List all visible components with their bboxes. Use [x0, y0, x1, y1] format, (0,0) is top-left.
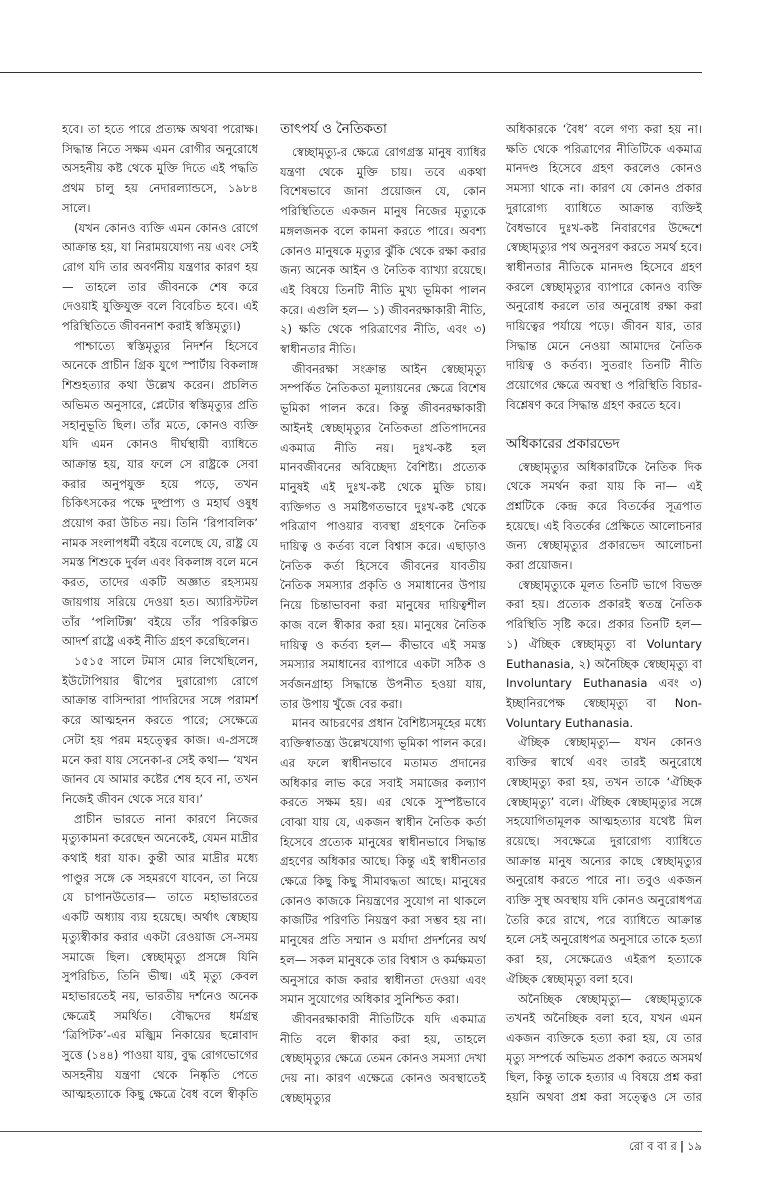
page-number: ১৯ [687, 1139, 702, 1153]
paragraph: জীবনরক্ষা সংক্রান্ত আইন স্বেচ্ছামৃত্যু সম্পর্কিত নৈতিকতা মূল্যায়নের ক্ষেত্রে বিশেষ ভূমিকা পালন করে। কিন্তু জীবনরক্ষাকারী আইনই স্বেচ্ছামৃত্যুর নৈতিকতা প্রতিপাদনের একমাত্র নীতি নয়। দুঃখ-কষ্ট হল মানবজীবনের অবিচ্ছেদ্য বৈশিষ্ট্য। প্রত্যেক মানুষই এই দুঃখ-কষ্ট থেকে মুক্তি চায়। ব্যক্তিগত ও সমষ্টিগতভাবে দুঃখ-কষ্ট থেকে পরিত্রাণ পাওয়ার ব্যবস্থা গ্রহণকে নৈতিক দায়িত্ব ও কর্তব্য বলে বিশ্বাস করে। এছাড়াও নৈতিক কর্তা হিসেবে জীবনের যাবতীয় নৈতিক সমস্যার প্রকৃতি ও সমাধানের উপায় নিয়ে চিন্তাভাবনা করা মানুষের দায়িত্বশীল কাজ বলে স্বীকার করা হয়। মানুষের নৈতিক দায়িত্ব ও কর্তব্য হল— কীভাবে এই সমস্ত সমস্যার সমাধানের ব্যাপারে একটা সঠিক ও সর্বজনগ্রাহ্য সিদ্ধান্তে উপনীত হওয়া যায়, তার উপায় খুঁজে বের করা। [280, 361, 486, 711]
top-rule [0, 72, 702, 73]
page-footer [629, 1138, 702, 1157]
paragraph: (যখন কোনও ব্যক্তি এমন কোনও রোগে আক্রান্ত হয়, যা নিরাময়যোগ্য নয় এবং সেই রোগ যদি তার অবর্ণনীয় যন্ত্রণার কারণ হয়— তাহলে তার জীবনকে শেষ করে দেওয়াই যুক্তিযুক্ত বলে বিবেচিত হবে। এই পরিস্থিতিতে জীবননাশ করাই স্বস্তিমৃত্যু।) [62, 220, 258, 334]
paragraph: অধিকারকে ‘বৈধ’ বলে গণ্য করা হয় না। ক্ষতি থেকে পরিত্রাণের নীতিটিকে একমাত্র মানদণ্ড হিসেবে গ্রহণ করলেও কোনও সমস্যা থাকে না। কারণ যে কোনও প্রকার দুরারোগ্য ব্যাধিতে আক্রান্ত ব্যক্তিই বৈধভাবে দুঃখ-কষ্ট নিবারণের উদ্দেশে স্বেচ্ছামৃত্যুর পথ অনুসরণ করতে সমর্থ হবে। স্বাধীনতার নীতিকে মানদণ্ড হিসেবে গ্রহণ করলে স্বেচ্ছামৃত্যুর ব্যাপারে কোনও ব্যক্তি অনুরোধ করলে তার অনুরোধ রক্ষা করা দায়িত্বের পর্যায়ে পড়ে। জীবন যার, তার সিদ্ধান্ত মেনে নেওয়া আমাদের নৈতিক দায়িত্ব ও কর্তব্য। সুতরাং তিনটি নীতি প্রয়োগের ক্ষেত্রে অবস্থা ও পরিস্থিতি বিচার-বিশ্লেষণ করে সিদ্ধান্ত গ্রহণ করতে হবে। [506, 122, 702, 412]
paragraph: স্বেচ্ছামৃত্যুর অধিকারটিকে নৈতিক দিক থেকে সমর্থন করা যায় কি না— এই প্রশ্নটিকে কেন্দ্র করে বিতর্কের সূত্রপাত হয়েছে। এই বিতর্কের প্রেক্ষিতে আলোচনার জন্য স্বেচ্ছামৃত্যুর প্রকারভেদ আলোচনা করা প্রয়োজন। [506, 459, 702, 573]
magazine-name: রো ব বা র [629, 1139, 677, 1153]
bottom-rule [0, 1131, 702, 1132]
section-heading-significance: তাৎপর্য ও নৈতিকতা [280, 122, 387, 137]
paragraph: স্বেচ্ছামৃত্যু-র ক্ষেত্রে রোগগ্রস্ত মানুষ ব্যাধির যন্ত্রণা থেকে মুক্তি চায়। তবে একথা বিশেষভাবে জানা প্রয়োজন যে, কোন পরিস্থিতিতে একজন মানুষ নিজের মৃত্যুকে মঙ্গলজনক বলে কামনা করতে পারে। অবশ্য কোনও মানুষকে মৃত্যুর ঝুঁকি থেকে রক্ষা করার জন্য অনেক আইন ও নৈতিক ব্যাখ্যা রয়েছে। এই বিষয়ে তিনটি নীতি মুখ্য ভূমিকা পালন করে। এগুলি হল— ১) জীবনরক্ষাকারী নীতি, ২) ক্ষতি থেকে পরিত্রাণের নীতি, এবং ৩) স্বাধীনতার নীতি। [280, 145, 486, 357]
paragraph: হবে। তা হতে পারে প্রত্যক্ষ অথবা পরোক্ষ। সিদ্ধান্ত নিতে সক্ষম এমন রোগীর অনুরোধে অসহনীয় কষ্ট থেকে মুক্তি দিতে এই পদ্ধতি প্রথম চালু হয় নেদারল্যান্ডসে, ১৯৮৪ সালে। [62, 122, 258, 215]
column-2 [280, 120, 486, 1107]
footer-separator: | [679, 1139, 685, 1153]
paragraph: প্রাচীন ভারতে নানা কারণে নিজের মৃত্যুকামনা করেছেন অনেকেই, যেমন মাদ্রীর কথাই ধরা যাক। কুন্তী আর মাদ্রীর মধ্যে পাণ্ডুর সঙ্গে কে সহমরণে যাবেন, তা নিয়ে যে চাপানউতোর— তাতে মহাভারতের একটি অধ্যায় ব্যয় হয়েছে। অর্থাৎ স্বেচ্ছায় মৃত্যুস্বীকার করার একটা রেওয়াজ সে-সময় সমাজে ছিল। স্বেচ্ছামৃত্যু প্রসঙ্গে যিনি সুপরিচিত, তিনি ভীষ্ম। এই মৃত্যু কেবল মহাভারতেই নয়, ভারতীয় দর্শনেও অনেক ক্ষেত্রেই সমর্থিত। বৌদ্ধদের ধর্মগ্রন্থ ‘ত্রিপিটক’-এর মজ্ঝিম নিকায়ের ছন্নোবাদ সুত্তে (১৪৪) পাওয়া যায়, বুদ্ধ রোগভোগের অসহনীয় যন্ত্রণা থেকে নিষ্কৃতি পেতে আত্মহত্যাকে কিছু ক্ষেত্রে বৈধ বলে স্বীকৃতি [62, 811, 258, 1102]
paragraph: পাশ্চাত্যে স্বস্তিমৃত্যুর নিদর্শন হিসেবে অনেকে প্রাচীন গ্রিক যুগে স্পার্টায় বিকলাঙ্গ শিশুহত্যার কথা উল্লেখ করেন। প্রচলিত অভিমত অনুসারে, প্লেটোর স্বস্তিমৃত্যুর প্রতি সহানুভূতি ছিল। তাঁর মতে, কোনও ব্যক্তি যদি এমন কোনও দীর্ঘস্থায়ী ব্যাধিতে আক্রান্ত হয়, যার ফলে সে রাষ্ট্রকে সেবা করার অনুপযুক্ত হয়ে পড়ে, তখন চিকিৎসকের পক্ষে দুষ্প্রাপ্য ও মহার্ঘ ওষুধ প্রয়োগ করা উচিত নয়। তিনি ‘রিপাবলিক’ নামক সংলাপধর্মী বইয়ে বলেছে যে, রাষ্ট্র যে সমস্ত শিশুকে দুর্বল এবং বিকলাঙ্গ বলে মনে করত, তাদের একটি অজ্ঞাত রহস্যময় জায়গায় সরিয়ে দেওয়া হত। অ্যারিস্টটল তাঁর ‘পলিটিক্স’ বইয়ে তাঁর পরিকল্পিত আদর্শ রাষ্ট্রে একই নীতি গ্রহণ করেছিলেন। [62, 338, 258, 649]
paragraph: ১৫১৫ সালে টমাস মোর লিখেছিলেন, ইউটোপিয়ার দ্বীপের দুরারোগ্য রোগে আক্রান্ত বাসিন্দারা পাদরিদের সঙ্গে পরামর্শ করে আত্মহনন করতে পারে; সেক্ষেত্রে সেটা হয় পরম মহত্ত্বের কাজ। এ-প্রসঙ্গে মনে করা যায় সেনেকা-র সেই কথা— ‘যখন জানব যে আমার কষ্টের শেষ হবে না, তখন নিজেই জীবন থেকে সরে যাব।’ [62, 653, 258, 806]
paragraph: স্বেচ্ছামৃত্যুকে মূলত তিনটি ভাগে বিভক্ত করা হয়। প্রত্যেক প্রকারই স্বতন্ত্র নৈতিক পরিস্থিতি সৃষ্টি করে। প্রকার তিনটি হল— ১) ঐচ্ছিক স্বেচ্ছামৃত্যু বা Voluntary Euthanasia, ২) অনৈচ্ছিক স্বেচ্ছামৃত্যু বা Involuntary Euthanasia এবং ৩) ইচ্ছানিরপেক্ষ স্বেচ্ছামৃত্যু বা Non-Voluntary Euthanasia. [506, 577, 702, 730]
paragraph: মানব আচরণের প্রধান বৈশিষ্ট্যসমূহের মধ্যে ব্যক্তিস্বাতন্ত্র্য উল্লেখযোগ্য ভূমিকা পালন করে। এর ফলে স্বাধীনভাবে মতামত প্রদানের অধিকার লাভ করে সবাই সমাজের কল্যাণ করতে সক্ষম হয়। এর থেকে সুস্পষ্টভাবে বোঝা যায় যে, একজন স্বাধীন নৈতিক কর্তা হিসেবে প্রত্যেক মানুষের স্বাধীনভাবে সিদ্ধান্ত গ্রহণের অধিকার আছে। কিন্তু এই স্বাধীনতার ক্ষেত্রে কিছু কিছু সীমাবদ্ধতা আছে। মানুষের কোনও কাজকে নিয়ন্ত্রণের সুযোগ না থাকলে কাজটির পরিণতি নিয়ন্ত্রণ করা সম্ভব হয় না। মানুষের প্রতি সম্মান ও মর্যাদা প্রদর্শনের অর্থ হল— সকল মানুষকে তার বিশ্বাস ও কর্মক্ষমতা অনুসারে কাজ করার স্বাধীনতা দেওয়া এবং সমান সুযোগের অধিকার সুনিশ্চিত করা। [280, 716, 486, 1007]
column-3 [506, 120, 702, 1107]
paragraph: ঐচ্ছিক স্বেচ্ছামৃত্যু— যখন কোনও ব্যক্তির স্বার্থে এবং তারই অনুরোধে স্বেচ্ছামৃত্যু করা হয়, তখন তাকে ‘ঐচ্ছিক স্বেচ্ছামৃত্যু’ বলে। ঐচ্ছিক স্বেচ্ছামৃত্যুর সঙ্গে সহযোগিতামূলক আত্মহত্যার যথেষ্ট মিল রয়েছে। সবক্ষেত্রে দুরারোগ্য ব্যাধিতে আক্রান্ত মানুষ অন্যের কাছে স্বেচ্ছামৃত্যুর অনুরোধ করতে পারে না। তবুও একজন ব্যক্তি সুস্থ অবস্থায় যদি কোনও অনুরোধপত্র তৈরি করে রাখে, পরে ব্যাধিতে আক্রান্ত হলে সেই অনুরোধপত্র অনুসারে তাকে হত্যা করা হয়, সেক্ষেত্রেও এইরূপ হত্যাকে ঐচ্ছিক স্বেচ্ছামৃত্যু বলা হবে। [506, 735, 702, 986]
section-heading-types: অধিকারের প্রকারভেদ [506, 436, 620, 452]
paragraph: জীবনরক্ষাকারী নীতিটিকে যদি একমাত্র নীতি বলে স্বীকার করা হয়, তাহলে স্বেচ্ছামৃত্যুর ক্ষেত্রে তেমন কোনও সমস্যা দেখা দেয় না। কারণ এক্ষেত্রে কোনও অবস্থাতেই স্বেচ্ছামৃত্যুর [280, 1011, 486, 1105]
column-1 [62, 120, 258, 1107]
paragraph: অনৈচ্ছিক স্বেচ্ছামৃত্যু— স্বেচ্ছামৃত্যুকে তখনই অনৈচ্ছিক বলা হবে, যখন এমন একজন ব্যক্তিকে হত্যা করা হয়, যে তার মৃত্যু সম্পর্কে অভিমত প্রকাশ করতে অসমর্থ ছিল, কিন্তু তাকে হত্যার এ বিষয়ে প্রশ্ন করা হয়নি অথবা প্রশ্ন করা সত্ত্বেও সে তার [506, 991, 702, 1105]
